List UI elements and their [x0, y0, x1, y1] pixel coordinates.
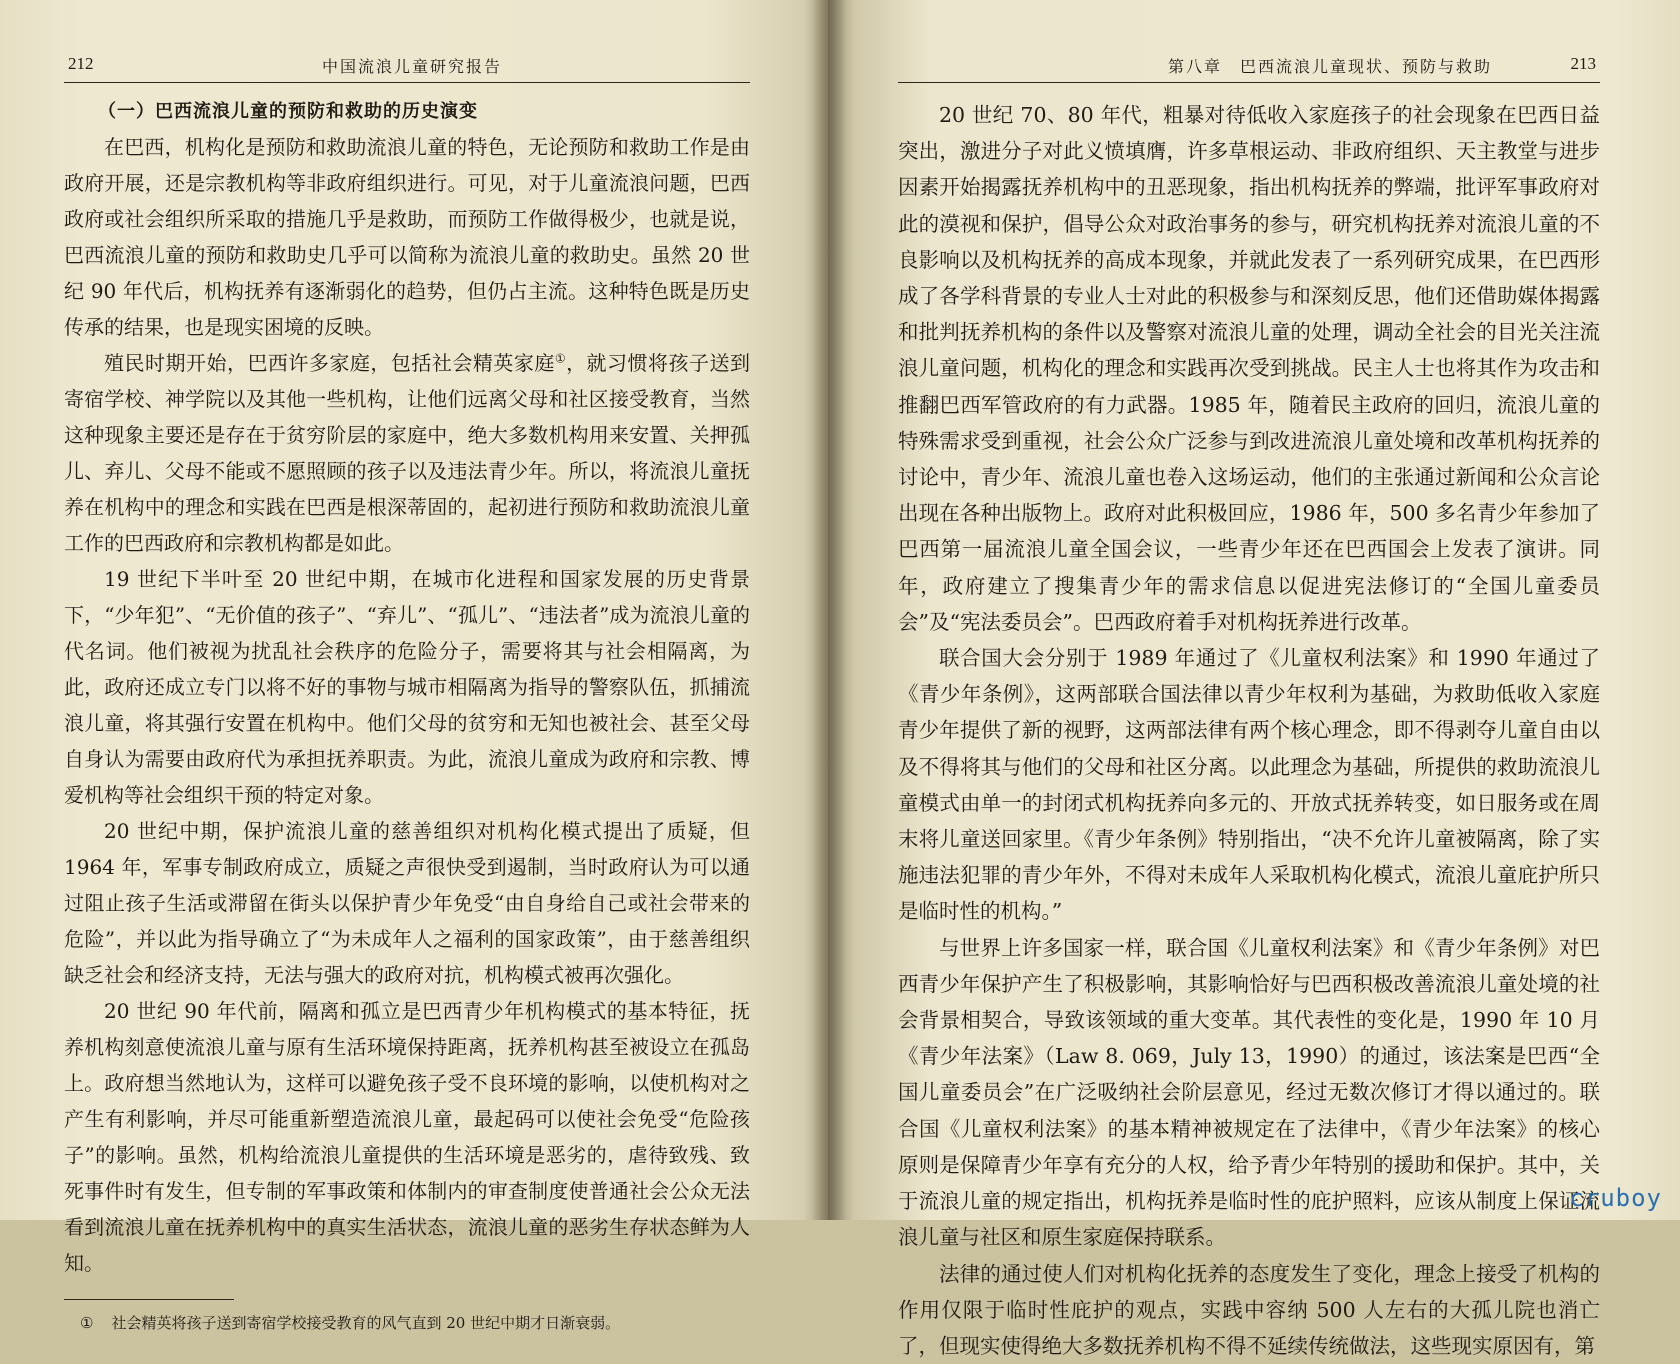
footnote-mark: ① — [80, 1314, 93, 1332]
header-rule — [898, 82, 1600, 83]
footnote-reference[interactable]: ① — [555, 351, 566, 365]
page-number: 213 — [1571, 54, 1597, 74]
paragraph-with-footnote — [64, 345, 750, 561]
right-page-header — [898, 54, 1600, 80]
page-number: 212 — [68, 54, 94, 74]
paragraph-text: 殖民时期开始，巴西许多家庭，包括社会精英家庭 — [104, 351, 555, 375]
paragraph: 联合国大会分别于 1989 年通过了《儿童权利法案》和 1990 年通过了《青少年条例》，这两部联合国法律以青少年权利为基础，为救助低收入家庭青少年提供了新的视野，这两部法律有两个核心理念，即不得剥夺儿童自由以及不得将其与他们的父母和社区分离。以此理念为基础，所提供的救助流浪儿童模式由单一的封闭式机构抚养向多元的、开放式抚养转变，如日服务或在周末将儿童送回家里。《青少年条例》特别指出，“决不允许儿童被隔离，除了实施违法犯罪的青少年外，不得对未成年人采取机构化模式，流浪儿童庇护所只是临时性的机构。” — [898, 640, 1600, 930]
book-gutter — [812, 0, 846, 1220]
paragraph: 与世界上许多国家一样，联合国《儿童权利法案》和《青少年条例》对巴西青少年保护产生了积极影响，其影响恰好与巴西积极改善流浪儿童处境的社会背景相契合，导致该领域的重大变革。其代表性的变化是，1990 年 10 月《青少年法案》（Law 8. 069，July 13，1990）的通过，该法案是巴西“全国儿童委员会”在广泛吸纳社会阶层意见，经过无数次修订才得以通过的。联合国《儿童权利法案》的基本精神被规定在了法律中，《青少年法案》的核心原则是保障青少年享有充分的人权，给予青少年特别的援助和保护。其中，关于流浪儿童的规定指出，机构抚养是临时性的庇护照料，应该从制度上保证流浪儿童与社区和原生家庭保持联系。 — [898, 930, 1600, 1256]
footnote-rule — [64, 1299, 234, 1300]
paragraph: 在巴西，机构化是预防和救助流浪儿童的特色，无论预防和救助工作是由政府开展，还是宗教机构等非政府组织进行。可见，对于儿童流浪问题，巴西政府或社会组织所采取的措施几乎是救助，而预防工作做得极少，也就是说，巴西流浪儿童的预防和救助史几乎可以简称为流浪儿童的救助史。虽然 20 世纪 90 年代后，机构抚养有逐渐弱化的趋势，但仍占主流。这种特色既是历史传承的结果，也是现实困境的反映。 — [64, 129, 750, 345]
paragraph: 19 世纪下半叶至 20 世纪中期，在城市化进程和国家发展的历史背景下，“少年犯”、“无价值的孩子”、“弃儿”、“孤儿”、“违法者”成为流浪儿童的代名词。他们被视为扰乱社会秩序的危险分子，需要将其与社会相隔离，为此，政府还成立专门以将不好的事物与城市相隔离为指导的警察队伍，抓捕流浪儿童，将其强行安置在机构中。他们父母的贫穷和无知也被社会、甚至父母自身认为需要由政府代为承担抚养职责。为此，流浪儿童成为政府和宗教、博爱机构等社会组织干预的特定对象。 — [64, 561, 750, 813]
header-rule — [64, 82, 750, 83]
right-page — [828, 0, 1680, 1220]
footnote-text: 社会精英将孩子送到寄宿学校接受教育的风气直到 20 世纪中期才日渐衰弱。 — [111, 1314, 620, 1332]
left-page — [0, 0, 828, 1220]
paragraph: 20 世纪 90 年代前，隔离和孤立是巴西青少年机构模式的基本特征，抚养机构刻意使流浪儿童与原有生活环境保持距离，抚养机构甚至被设立在孤岛上。政府想当然地认为，这样可以避免孩子受不良环境的影响，以使机构对之产生有利影响，并尽可能重新塑造流浪儿童，最起码可以使社会免受“危险孩子”的影响。虽然，机构给流浪儿童提供的生活环境是恶劣的，虐待致残、致死事件时有发生，但专制的军事政策和体制内的审查制度使普通社会公众无法看到流浪儿童在抚养机构中的真实生活状态，流浪儿童的恶劣生存状态鲜为人知。 — [64, 993, 750, 1281]
watermark: cruboy — [1569, 1184, 1662, 1212]
running-title: 中国流浪儿童研究报告 — [322, 54, 502, 77]
paragraph: 20 世纪中期，保护流浪儿童的慈善组织对机构化模式提出了质疑，但 1964 年，军事专制政府成立，质疑之声很快受到遏制，当时政府认为可以通过阻止孩子生活或滞留在街头以保护青少年免受“由自身给自己或社会带来的危险”，并以此为指导确立了“为未成年人之福利的国家政策”，由于慈善组织缺乏社会和经济支持，无法与强大的政府对抗，机构模式被再次强化。 — [64, 813, 750, 993]
footnote — [80, 1312, 750, 1334]
paragraph-text: ，就习惯将孩子送到寄宿学校、神学院以及其他一些机构，让他们远离父母和社区接受教育，当然这种现象主要还是存在于贫穷阶层的家庭中，绝大多数机构用来安置、关押孤儿、弃儿、父母不能或不愿照顾的孩子以及违法青少年。所以，将流浪儿童抚养在机构中的理念和实践在巴西是根深蒂固的，起初进行预防和救助流浪儿童工作的巴西政府和宗教机构都是如此。 — [64, 351, 750, 555]
chapter-title: 第八章 巴西流浪儿童现状、预防与救助 — [1168, 54, 1492, 77]
left-page-header — [64, 54, 750, 80]
paragraph: 法律的通过使人们对机构化抚养的态度发生了变化，理念上接受了机构的作用仅限于临时性庇护的观点，实践中容纳 500 人左右的大孤儿院也消亡了，但现实使得绝大多数抚养机构不得不延续传统做法，这些现实原因有，第 — [898, 1256, 1600, 1364]
section-heading: （一）巴西流浪儿童的预防和救助的历史演变 — [98, 97, 750, 123]
paragraph: 20 世纪 70、80 年代，粗暴对待低收入家庭孩子的社会现象在巴西日益突出，激进分子对此义愤填膺，许多草根运动、非政府组织、天主教堂与进步因素开始揭露抚养机构中的丑恶现象，指出机构抚养的弊端，批评军事政府对此的漠视和保护，倡导公众对政治事务的参与，研究机构抚养对流浪儿童的不良影响以及机构抚养的高成本现象，并就此发表了一系列研究成果，在巴西形成了各学科背景的专业人士对此的积极参与和深刻反思，他们还借助媒体揭露和批判抚养机构的条件以及警察对流浪儿童的处理，调动全社会的目光关注流浪儿童问题，机构化的理念和实践再次受到挑战。民主人士也将其作为攻击和推翻巴西军管政府的有力武器。1985 年，随着民主政府的回归，流浪儿童的特殊需求受到重视，社会公众广泛参与到改进流浪儿童处境和改革机构抚养的讨论中，青少年、流浪儿童也卷入这场运动，他们的主张通过新闻和公众言论出现在各种出版物上。政府对此积极回应，1986 年，500 多名青少年参加了巴西第一届流浪儿童全国会议，一些青少年还在巴西国会上发表了演讲。同年，政府建立了搜集青少年的需求信息以促进宪法修订的“全国儿童委员会”及“宪法委员会”。巴西政府着手对机构抚养进行改革。 — [898, 97, 1600, 640]
